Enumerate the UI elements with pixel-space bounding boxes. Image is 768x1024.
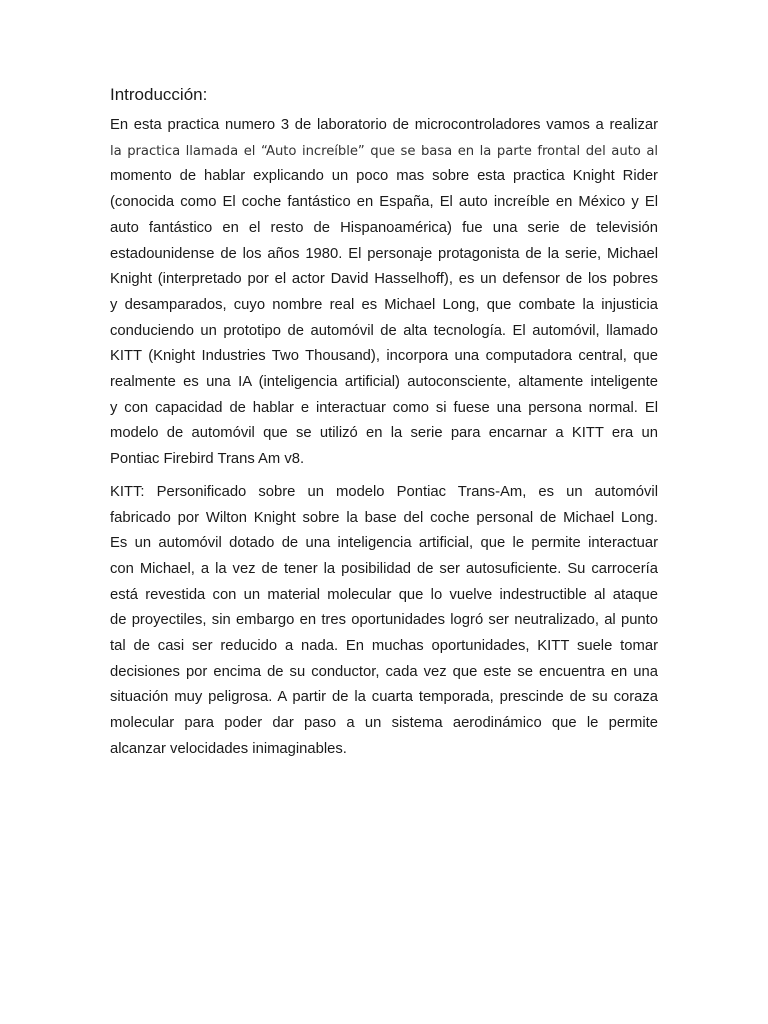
text-line: Knight (interpretado por el actor David Hasselhoff), es un defensor de los pobres — [110, 271, 658, 288]
text-line: auto fantástico en el resto de Hispanoamérica) fue una serie de televisión — [110, 219, 658, 236]
text-line: alcanzar velocidades inimaginables. — [110, 740, 347, 757]
section-heading: Introducción: — [110, 85, 208, 104]
text-line: KITT: Personificado sobre un modelo Pontiac Trans-Am, es un automóvil — [110, 483, 658, 500]
text-line: estadounidense de los años 1980. El personaje protagonista de la serie, Michael — [110, 245, 658, 262]
text-line: Es un automóvil dotado de una inteligencia artificial, que le permite interactuar — [110, 535, 658, 552]
paragraph-kitt — [110, 480, 658, 763]
text-line: situación muy peligrosa. A partir de la cuarta temporada, prescinde de su coraza — [110, 689, 658, 706]
text-line: momento de hablar explicando un poco mas sobre esta practica Knight Rider — [110, 168, 658, 185]
document-body — [110, 113, 658, 763]
text-line: modelo de automóvil que se utilizó en la serie para encarnar a KITT era un — [110, 425, 658, 442]
text-line: fabricado por Wilton Knight sobre la base del coche personal de Michael Long. — [110, 509, 658, 526]
text-line: de proyectiles, sin embargo en tres oportunidades logró ser neutralizado, al punto — [110, 612, 658, 629]
text-line: la practica llamada el “Auto increíble” que se basa en la parte frontal del auto al — [110, 143, 658, 159]
text-line: y desamparados, cuyo nombre real es Michael Long, que combate la injusticia — [110, 296, 658, 313]
text-line: KITT (Knight Industries Two Thousand), incorpora una computadora central, que — [110, 348, 658, 365]
text-line: Pontiac Firebird Trans Am v8. — [110, 451, 305, 468]
text-line: (conocida como El coche fantástico en España, El auto increíble en México y El — [110, 194, 658, 211]
paragraph-introduction — [110, 113, 658, 473]
text-line: En esta practica numero 3 de laboratorio de microcontroladores vamos a realizar — [110, 117, 658, 133]
text-line: con Michael, a la vez de tener la posibilidad de ser autosuficiente. Su carrocería — [110, 560, 658, 577]
text-line: conduciendo un prototipo de automóvil de alta tecnología. El automóvil, llamado — [110, 322, 658, 339]
text-line: está revestida con un material molecular que lo vuelve indestructible al ataque — [110, 586, 658, 603]
text-line: molecular para poder dar paso a un sistema aerodinámico que le permite — [110, 715, 658, 732]
text-line: y con capacidad de hablar e interactuar como si fuese una persona normal. El — [110, 399, 658, 416]
text-line: tal de casi ser reducido a nada. En muchas oportunidades, KITT suele tomar — [110, 638, 658, 655]
text-line: realmente es una IA (inteligencia artificial) autoconsciente, altamente inteligente — [110, 374, 658, 391]
text-line: decisiones por encima de su conductor, cada vez que este se encuentra en una — [110, 663, 658, 680]
